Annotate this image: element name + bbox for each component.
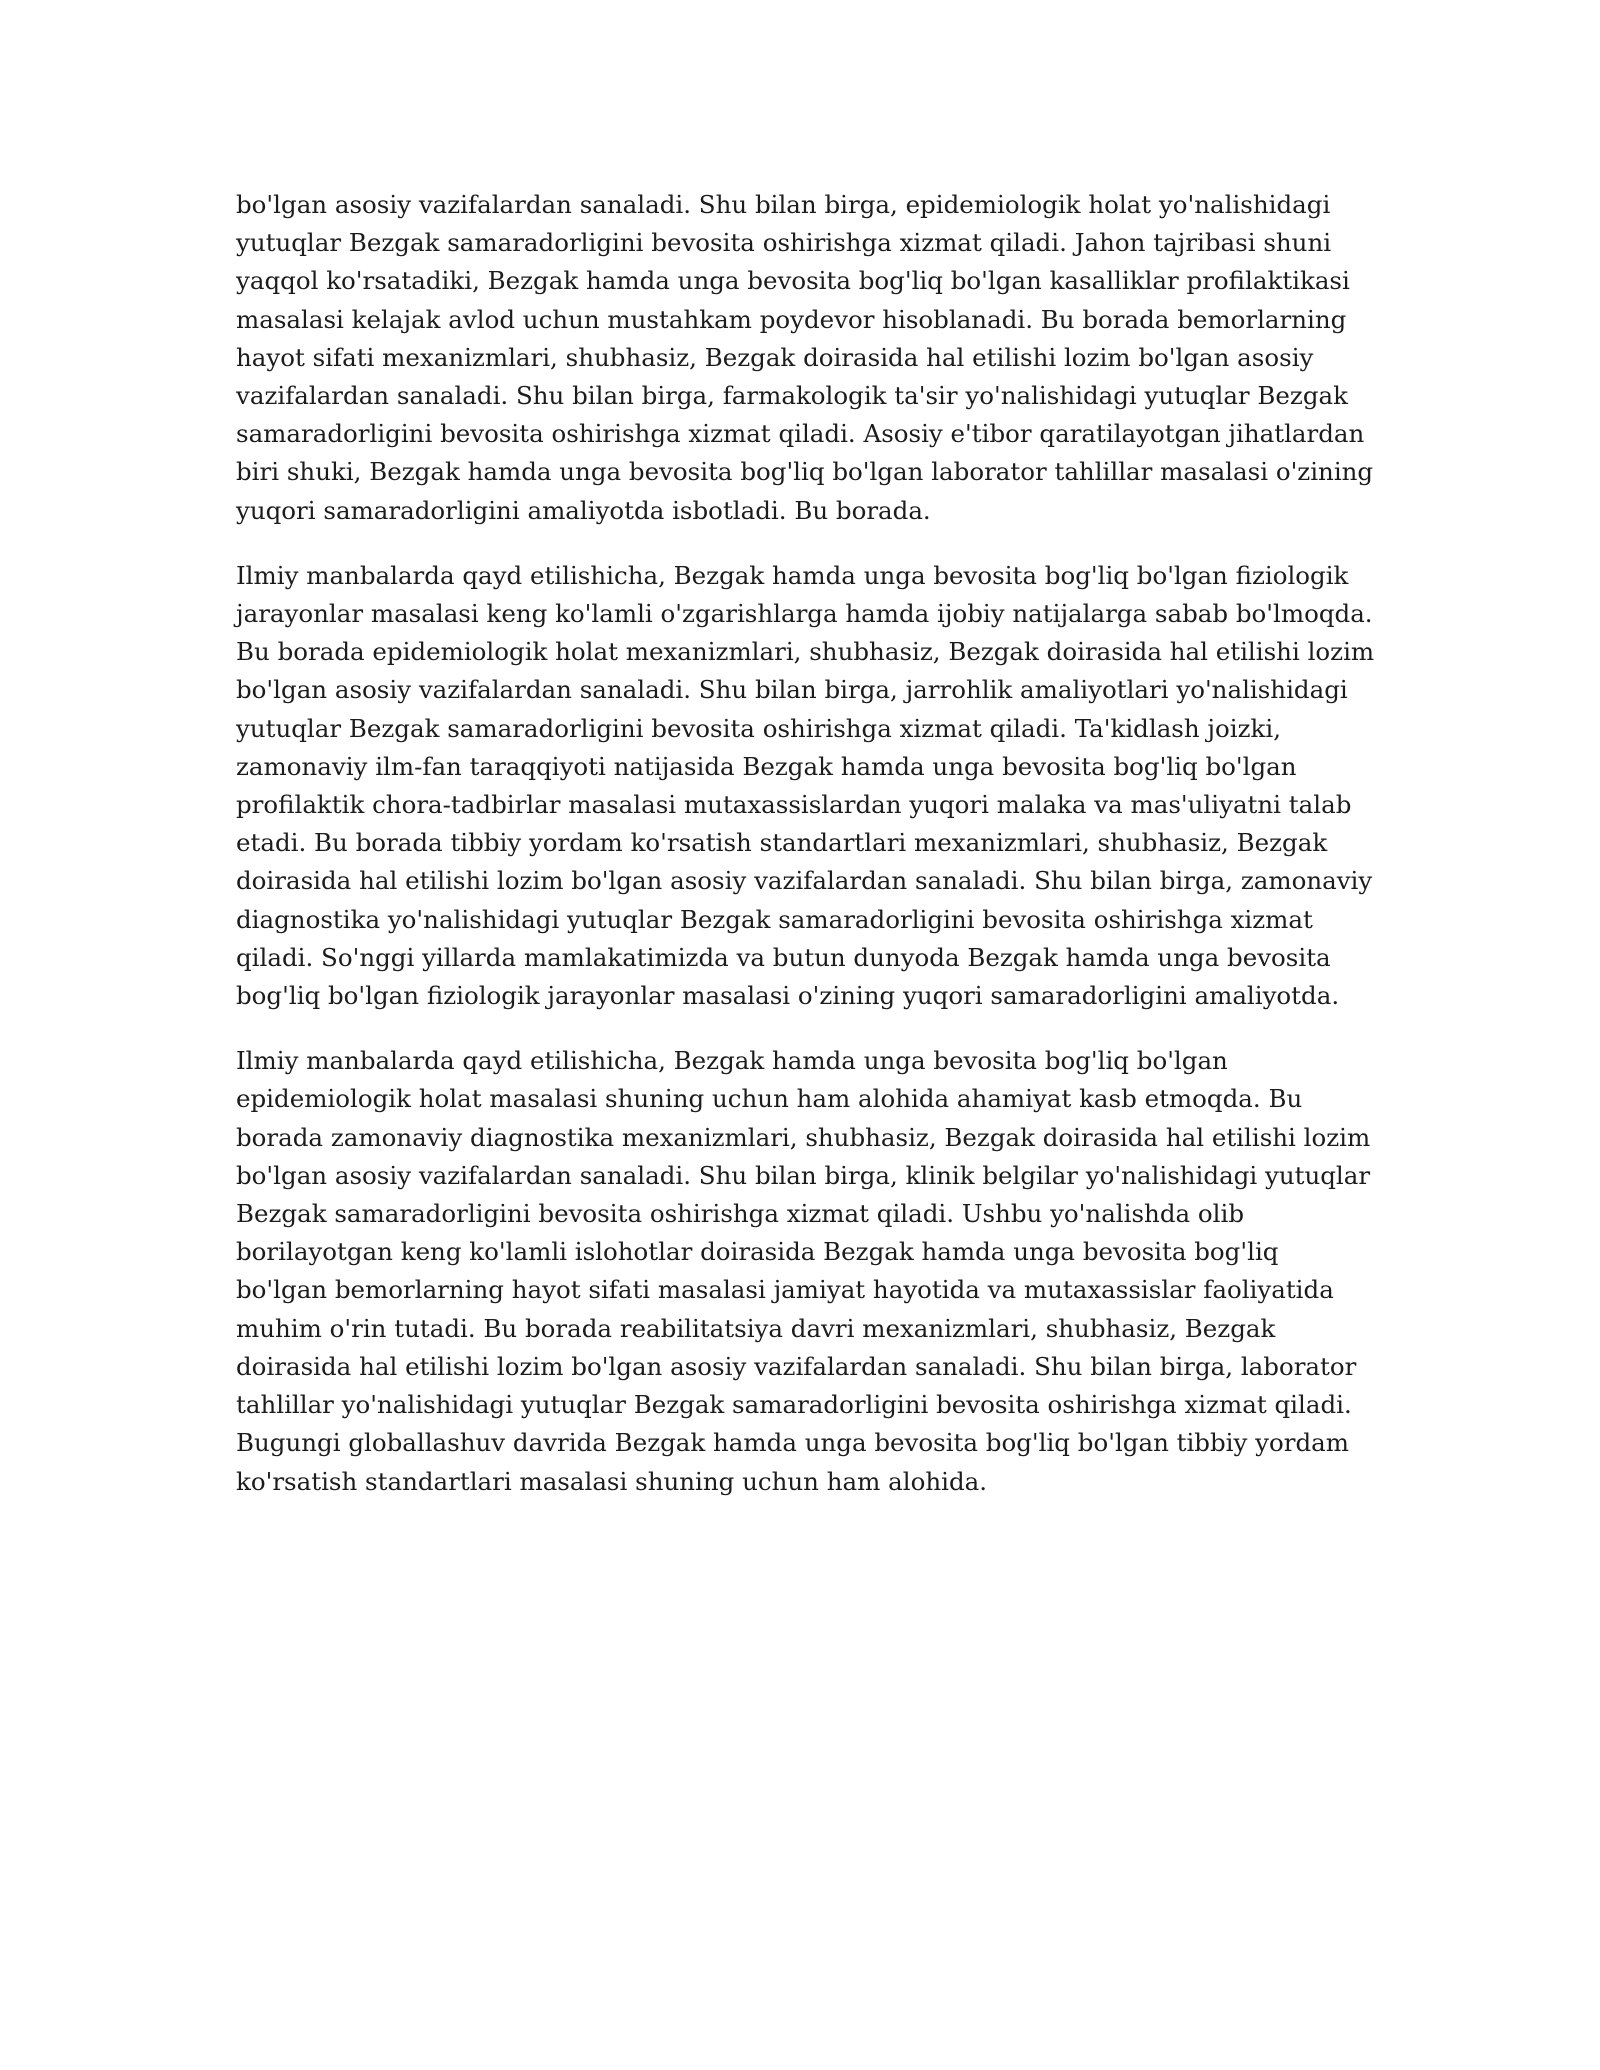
body-text — [236, 186, 1376, 1528]
paragraph-2: Ilmiy manbalarda qayd etilishicha, Bezgak hamda unga bevosita bog'liq bo'lgan fiziologik jarayonlar masalasi keng ko'lamli o'zgarishlarga hamda ijobiy natijalarga sabab bo'lmoqda. Bu borada epidemiologik holat mexanizmlari, shubhasiz, Bezgak doirasida hal etilishi lozim bo'lgan asosiy vazifalardan sanaladi. Shu bilan birga, jarrohlik amaliyotlari yo'nalishidagi yutuqlar Bezgak samaradorligini bevosita oshirishga xizmat qiladi. Ta'kidlash joizki, zamonaviy ilm-fan taraqqiyoti natijasida Bezgak hamda unga bevosita bog'liq bo'lgan profilaktik chora-tadbirlar masalasi mutaxassislardan yuqori malaka va mas'uliyatni talab etadi. Bu borada tibbiy yordam ko'rsatish standartlari mexanizmlari, shubhasiz, Bezgak doirasida hal etilishi lozim bo'lgan asosiy vazifalardan sanaladi. Shu bilan birga, zamonaviy diagnostika yo'nalishidagi yutuqlar Bezgak samaradorligini bevosita oshirishga xizmat qiladi. So'nggi yillarda mamlakatimizda va butun dunyoda Bezgak hamda unga bevosita bog'liq bo'lgan fiziologik jarayonlar masalasi o'zining yuqori samaradorligini amaliyotda. — [236, 560, 1375, 1011]
paragraph-1: bo'lgan asosiy vazifalardan sanaladi. Shu bilan birga, epidemiologik holat yo'nalishidagi yutuqlar Bezgak samaradorligini bevosita oshirishga xizmat qiladi. Jahon tajribasi shuni yaqqol ko'rsatadiki, Bezgak hamda unga bevosita bog'liq bo'lgan kasalliklar profilaktikasi masalasi kelajak avlod uchun mustahkam poydevor hisoblanadi. Bu borada bemorlarning hayot sifati mexanizmlari, shubhasiz, Bezgak doirasida hal etilishi lozim bo'lgan asosiy vazifalardan sanaladi. Shu bilan birga, farmakologik ta'sir yo'nalishidagi yutuqlar Bezgak samaradorligini bevosita oshirishga xizmat qiladi. Asosiy e'tibor qaratilayotgan jihatlardan biri shuki, Bezgak hamda unga bevosita bog'liq bo'lgan laborator tahlillar masalasi o'zining yuqori samaradorligini amaliyotda isbotladi. Bu borada. — [236, 190, 1374, 525]
paragraph-3: Ilmiy manbalarda qayd etilishicha, Bezgak hamda unga bevosita bog'liq bo'lgan epidemiologik holat masalasi shuning uchun ham alohida ahamiyat kasb etmoqda. Bu borada zamonaviy diagnostika mexanizmlari, shubhasiz, Bezgak doirasida hal etilishi lozim bo'lgan asosiy vazifalardan sanaladi. Shu bilan birga, klinik belgilar yo'nalishidagi yutuqlar Bezgak samaradorligini bevosita oshirishga xizmat qiladi. Ushbu yo'nalishda olib borilayotgan keng ko'lamli islohotlar doirasida Bezgak hamda unga bevosita bog'liq bo'lgan bemorlarning hayot sifati masalasi jamiyat hayotida va mutaxassislar faoliyatida muhim o'rin tutadi. Bu borada reabilitatsiya davri mexanizmlari, shubhasiz, Bezgak doirasida hal etilishi lozim bo'lgan asosiy vazifalardan sanaladi. Shu bilan birga, laborator tahlillar yo'nalishidagi yutuqlar Bezgak samaradorligini bevosita oshirishga xizmat qiladi. Bugungi globallashuv davrida Bezgak hamda unga bevosita bog'liq bo'lgan tibbiy yordam ko'rsatish standartlari masalasi shuning uchun ham alohida. — [236, 1046, 1371, 1496]
